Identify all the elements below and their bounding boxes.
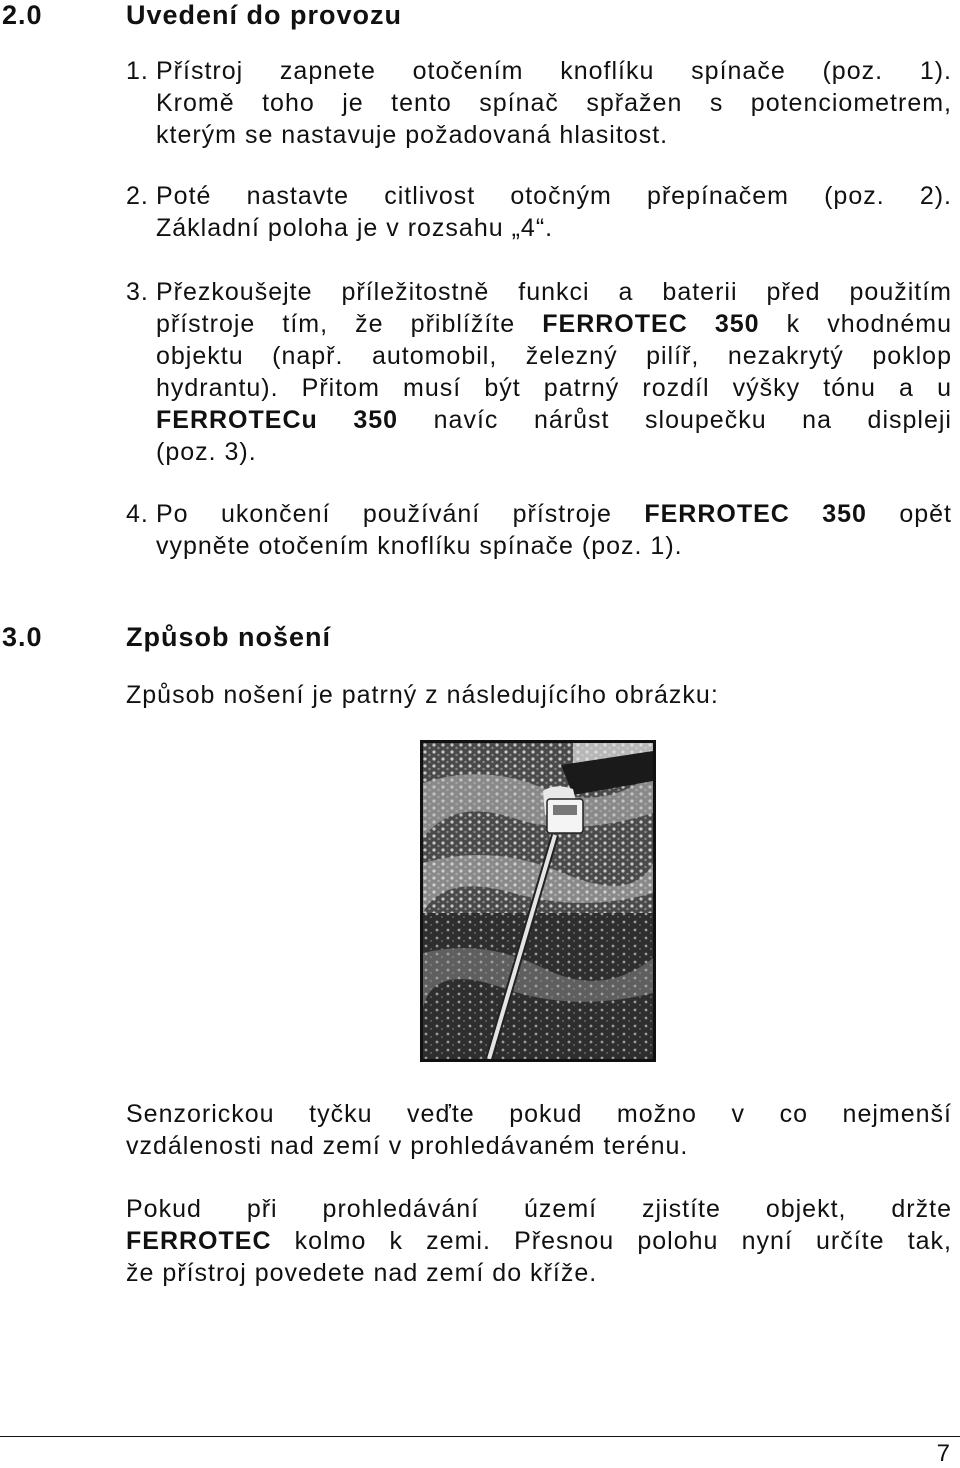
footer-divider: [0, 1436, 960, 1437]
paragraph-line: Pokud při prohledávání území zjistíte objekt, držte: [126, 1195, 952, 1223]
item-text: opět: [866, 500, 952, 528]
product-name: FERROTEC 350: [542, 310, 760, 338]
list-item-number: 1.: [126, 57, 149, 85]
item-text: k vhodnému: [759, 310, 953, 338]
item-line: [156, 500, 952, 529]
item-text: Po ukončení používání přístroje: [156, 500, 645, 528]
item-line: Kromě toho je tento spínač spřažen s potenciometrem,: [156, 89, 952, 117]
item-line: Přístroj zapnete otočením knoflíku spínače (poz. 1).: [156, 57, 952, 85]
paragraph-text: kolmo k zemi. Přesnou polohu nyní určíte tak,: [271, 1227, 952, 1255]
item-text: přístroje tím, že přiblížíte: [156, 310, 543, 338]
item-line: Přezkoušejte příležitostně funkci a baterii před použitím: [156, 278, 952, 306]
paragraph-line: Způsob nošení je patrný z následujícího obrázku:: [126, 681, 719, 709]
item-line: (poz. 3).: [156, 438, 257, 466]
product-name: FERROTECu 350: [156, 406, 399, 434]
section-2-number: 2.0: [2, 0, 43, 30]
section-3-number: 3.0: [2, 622, 43, 652]
paragraph-line: vzdálenosti nad zemí v prohledávaném terénu.: [126, 1132, 689, 1160]
section-3-title: Způsob nošení: [126, 622, 331, 652]
product-name: FERROTEC 350: [644, 500, 867, 528]
product-name: FERROTEC: [126, 1227, 272, 1255]
item-line: kterým se nastavuje požadovaná hlasitost.: [156, 121, 669, 149]
item-text: navíc nárůst sloupečku na displeji: [398, 406, 952, 434]
item-line: Základní poloha je v rozsahu „4“.: [156, 214, 554, 242]
item-line: [156, 406, 952, 435]
list-item-number: 4.: [126, 500, 149, 528]
section-2-title: Uvedení do provozu: [126, 0, 403, 30]
paragraph-line: [126, 1227, 952, 1256]
item-line: vypněte otočením knoflíku spínače (poz. 1).: [156, 532, 683, 560]
page-number: 7: [936, 1440, 950, 1467]
item-line: [156, 310, 952, 339]
item-line: hydrantu). Přitom musí být patrný rozdíl výšky tónu a u: [156, 374, 952, 402]
paragraph-line: že přístroj povedete nad zemí do kříže.: [126, 1259, 598, 1287]
item-line: objektu (např. automobil, železný pilíř, nezakrytý poklop: [156, 342, 952, 370]
usage-photo: [420, 740, 656, 1062]
paragraph-line: Senzorickou tyčku veďte pokud možno v co nejmenší: [126, 1100, 952, 1128]
item-line: Poté nastavte citlivost otočným přepínačem (poz. 2).: [156, 182, 952, 210]
list-item-number: 2.: [126, 182, 149, 210]
list-item-number: 3.: [126, 278, 149, 306]
